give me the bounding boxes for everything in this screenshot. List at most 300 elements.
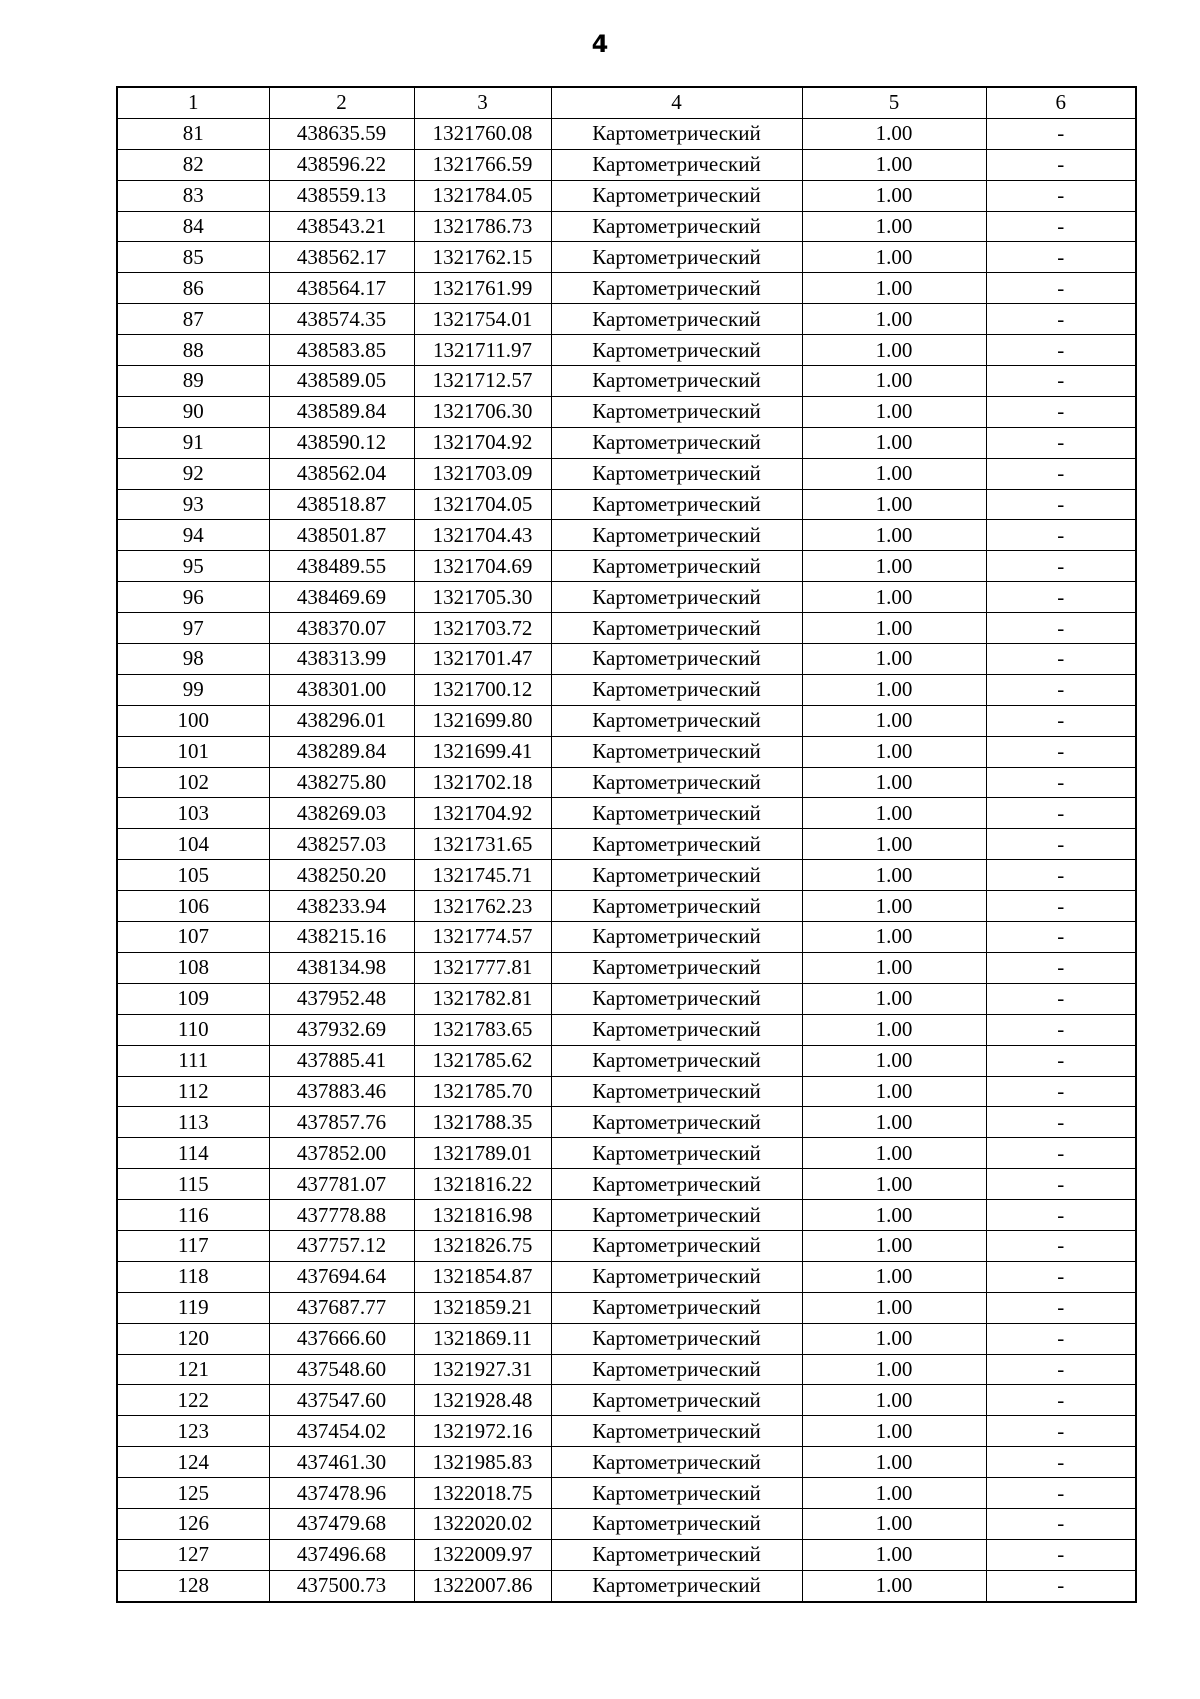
- y-coordinate-cell: 1321704.92: [414, 427, 551, 458]
- table-row: [117, 396, 1136, 427]
- method-cell: Картометрический: [551, 736, 802, 767]
- description-cell: -: [986, 366, 1136, 397]
- table-row: [117, 1138, 1136, 1169]
- method-cell: Картометрический: [551, 1447, 802, 1478]
- description-cell: -: [986, 983, 1136, 1014]
- method-cell: Картометрический: [551, 922, 802, 953]
- table-row: [117, 1508, 1136, 1539]
- x-coordinate-cell: 437496.68: [269, 1539, 414, 1570]
- description-cell: -: [986, 1539, 1136, 1570]
- x-coordinate-cell: 438215.16: [269, 922, 414, 953]
- y-coordinate-cell: 1321786.73: [414, 211, 551, 242]
- y-coordinate-cell: 1321927.31: [414, 1354, 551, 1385]
- description-cell: -: [986, 767, 1136, 798]
- point-number-cell: 88: [117, 335, 269, 366]
- y-coordinate-cell: 1321711.97: [414, 335, 551, 366]
- accuracy-cell: 1.00: [802, 273, 986, 304]
- point-number-cell: 126: [117, 1508, 269, 1539]
- y-coordinate-cell: 1321700.12: [414, 674, 551, 705]
- x-coordinate-cell: 438275.80: [269, 767, 414, 798]
- y-coordinate-cell: 1321702.18: [414, 767, 551, 798]
- x-coordinate-cell: 438289.84: [269, 736, 414, 767]
- x-coordinate-cell: 437694.64: [269, 1261, 414, 1292]
- x-coordinate-cell: 438559.13: [269, 180, 414, 211]
- y-coordinate-cell: 1321703.09: [414, 458, 551, 489]
- accuracy-cell: 1.00: [802, 366, 986, 397]
- table-row: [117, 1570, 1136, 1601]
- point-number-cell: 106: [117, 891, 269, 922]
- description-cell: -: [986, 1478, 1136, 1509]
- method-cell: Картометрический: [551, 1385, 802, 1416]
- description-cell: -: [986, 829, 1136, 860]
- point-number-cell: 104: [117, 829, 269, 860]
- table-row: [117, 489, 1136, 520]
- y-coordinate-cell: 1322018.75: [414, 1478, 551, 1509]
- method-cell: Картометрический: [551, 1200, 802, 1231]
- x-coordinate-cell: 438370.07: [269, 613, 414, 644]
- accuracy-cell: 1.00: [802, 829, 986, 860]
- y-coordinate-cell: 1321704.69: [414, 551, 551, 582]
- accuracy-cell: 1.00: [802, 952, 986, 983]
- x-coordinate-cell: 437454.02: [269, 1416, 414, 1447]
- accuracy-cell: 1.00: [802, 335, 986, 366]
- point-number-cell: 92: [117, 458, 269, 489]
- table-row: [117, 952, 1136, 983]
- description-cell: -: [986, 1014, 1136, 1045]
- y-coordinate-cell: 1321826.75: [414, 1230, 551, 1261]
- point-number-cell: 127: [117, 1539, 269, 1570]
- table-row: [117, 273, 1136, 304]
- y-coordinate-cell: 1321745.71: [414, 860, 551, 891]
- accuracy-cell: 1.00: [802, 582, 986, 613]
- table-row: [117, 1385, 1136, 1416]
- point-number-cell: 98: [117, 644, 269, 675]
- description-cell: -: [986, 1107, 1136, 1138]
- point-number-cell: 125: [117, 1478, 269, 1509]
- point-number-cell: 81: [117, 118, 269, 149]
- point-number-cell: 86: [117, 273, 269, 304]
- y-coordinate-cell: 1321859.21: [414, 1292, 551, 1323]
- accuracy-cell: 1.00: [802, 1230, 986, 1261]
- method-cell: Картометрический: [551, 1076, 802, 1107]
- x-coordinate-cell: 438296.01: [269, 705, 414, 736]
- point-number-cell: 87: [117, 304, 269, 335]
- point-number-cell: 128: [117, 1570, 269, 1601]
- method-cell: Картометрический: [551, 1416, 802, 1447]
- point-number-cell: 97: [117, 613, 269, 644]
- description-cell: -: [986, 489, 1136, 520]
- method-cell: Картометрический: [551, 705, 802, 736]
- table-row: [117, 1200, 1136, 1231]
- method-cell: Картометрический: [551, 798, 802, 829]
- table-row: [117, 1107, 1136, 1138]
- y-coordinate-cell: 1321760.08: [414, 118, 551, 149]
- description-cell: -: [986, 273, 1136, 304]
- x-coordinate-cell: 438301.00: [269, 674, 414, 705]
- y-coordinate-cell: 1321777.81: [414, 952, 551, 983]
- point-number-cell: 119: [117, 1292, 269, 1323]
- x-coordinate-cell: 438518.87: [269, 489, 414, 520]
- description-cell: -: [986, 1447, 1136, 1478]
- description-cell: -: [986, 458, 1136, 489]
- method-cell: Картометрический: [551, 396, 802, 427]
- x-coordinate-cell: 437687.77: [269, 1292, 414, 1323]
- point-number-cell: 91: [117, 427, 269, 458]
- method-cell: Картометрический: [551, 551, 802, 582]
- x-coordinate-cell: 437666.60: [269, 1323, 414, 1354]
- y-coordinate-cell: 1322020.02: [414, 1508, 551, 1539]
- accuracy-cell: 1.00: [802, 1076, 986, 1107]
- accuracy-cell: 1.00: [802, 211, 986, 242]
- column-header: 5: [802, 87, 986, 118]
- y-coordinate-cell: 1321712.57: [414, 366, 551, 397]
- method-cell: Картометрический: [551, 767, 802, 798]
- table-row: [117, 891, 1136, 922]
- accuracy-cell: 1.00: [802, 1354, 986, 1385]
- point-number-cell: 121: [117, 1354, 269, 1385]
- accuracy-cell: 1.00: [802, 118, 986, 149]
- description-cell: -: [986, 1045, 1136, 1076]
- table-header-row: [117, 87, 1136, 118]
- x-coordinate-cell: 438635.59: [269, 118, 414, 149]
- x-coordinate-cell: 438489.55: [269, 551, 414, 582]
- point-number-cell: 120: [117, 1323, 269, 1354]
- table-row: [117, 1014, 1136, 1045]
- method-cell: Картометрический: [551, 1323, 802, 1354]
- description-cell: -: [986, 736, 1136, 767]
- table-row: [117, 1230, 1136, 1261]
- accuracy-cell: 1.00: [802, 1508, 986, 1539]
- y-coordinate-cell: 1321789.01: [414, 1138, 551, 1169]
- point-number-cell: 112: [117, 1076, 269, 1107]
- table-row: [117, 674, 1136, 705]
- point-number-cell: 115: [117, 1169, 269, 1200]
- method-cell: Картометрический: [551, 829, 802, 860]
- description-cell: -: [986, 860, 1136, 891]
- method-cell: Картометрический: [551, 1045, 802, 1076]
- description-cell: -: [986, 952, 1136, 983]
- method-cell: Картометрический: [551, 1261, 802, 1292]
- accuracy-cell: 1.00: [802, 1014, 986, 1045]
- x-coordinate-cell: 437932.69: [269, 1014, 414, 1045]
- table-row: [117, 613, 1136, 644]
- table-row: [117, 983, 1136, 1014]
- accuracy-cell: 1.00: [802, 1261, 986, 1292]
- description-cell: -: [986, 551, 1136, 582]
- x-coordinate-cell: 438250.20: [269, 860, 414, 891]
- x-coordinate-cell: 438589.84: [269, 396, 414, 427]
- method-cell: Картометрический: [551, 1107, 802, 1138]
- method-cell: Картометрический: [551, 1138, 802, 1169]
- x-coordinate-cell: 437478.96: [269, 1478, 414, 1509]
- table-row: [117, 1354, 1136, 1385]
- point-number-cell: 109: [117, 983, 269, 1014]
- x-coordinate-cell: 437461.30: [269, 1447, 414, 1478]
- description-cell: -: [986, 1076, 1136, 1107]
- method-cell: Картометрический: [551, 674, 802, 705]
- accuracy-cell: 1.00: [802, 983, 986, 1014]
- accuracy-cell: 1.00: [802, 520, 986, 551]
- point-number-cell: 99: [117, 674, 269, 705]
- y-coordinate-cell: 1321706.30: [414, 396, 551, 427]
- accuracy-cell: 1.00: [802, 891, 986, 922]
- y-coordinate-cell: 1321783.65: [414, 1014, 551, 1045]
- coordinates-table: [116, 86, 1137, 1603]
- x-coordinate-cell: 438233.94: [269, 891, 414, 922]
- x-coordinate-cell: 438596.22: [269, 149, 414, 180]
- method-cell: Картометрический: [551, 1014, 802, 1045]
- column-header: 6: [986, 87, 1136, 118]
- y-coordinate-cell: 1321928.48: [414, 1385, 551, 1416]
- point-number-cell: 90: [117, 396, 269, 427]
- accuracy-cell: 1.00: [802, 767, 986, 798]
- method-cell: Картометрический: [551, 520, 802, 551]
- x-coordinate-cell: 438583.85: [269, 335, 414, 366]
- y-coordinate-cell: 1321816.98: [414, 1200, 551, 1231]
- x-coordinate-cell: 437547.60: [269, 1385, 414, 1416]
- point-number-cell: 85: [117, 242, 269, 273]
- accuracy-cell: 1.00: [802, 1200, 986, 1231]
- method-cell: Картометрический: [551, 489, 802, 520]
- description-cell: -: [986, 520, 1136, 551]
- description-cell: -: [986, 242, 1136, 273]
- x-coordinate-cell: 437778.88: [269, 1200, 414, 1231]
- point-number-cell: 101: [117, 736, 269, 767]
- y-coordinate-cell: 1321774.57: [414, 922, 551, 953]
- description-cell: -: [986, 1508, 1136, 1539]
- description-cell: -: [986, 1570, 1136, 1601]
- method-cell: Картометрический: [551, 582, 802, 613]
- table-row: [117, 118, 1136, 149]
- method-cell: Картометрический: [551, 304, 802, 335]
- method-cell: Картометрический: [551, 1570, 802, 1601]
- table-row: [117, 242, 1136, 273]
- method-cell: Картометрический: [551, 427, 802, 458]
- accuracy-cell: 1.00: [802, 1169, 986, 1200]
- y-coordinate-cell: 1321788.35: [414, 1107, 551, 1138]
- point-number-cell: 107: [117, 922, 269, 953]
- y-coordinate-cell: 1322009.97: [414, 1539, 551, 1570]
- table-row: [117, 427, 1136, 458]
- method-cell: Картометрический: [551, 366, 802, 397]
- method-cell: Картометрический: [551, 335, 802, 366]
- method-cell: Картометрический: [551, 613, 802, 644]
- x-coordinate-cell: 438562.04: [269, 458, 414, 489]
- y-coordinate-cell: 1321701.47: [414, 644, 551, 675]
- accuracy-cell: 1.00: [802, 458, 986, 489]
- table-row: [117, 1169, 1136, 1200]
- accuracy-cell: 1.00: [802, 242, 986, 273]
- method-cell: Картометрический: [551, 242, 802, 273]
- description-cell: -: [986, 118, 1136, 149]
- accuracy-cell: 1.00: [802, 551, 986, 582]
- accuracy-cell: 1.00: [802, 705, 986, 736]
- point-number-cell: 117: [117, 1230, 269, 1261]
- y-coordinate-cell: 1321785.70: [414, 1076, 551, 1107]
- point-number-cell: 123: [117, 1416, 269, 1447]
- description-cell: -: [986, 1169, 1136, 1200]
- method-cell: Картометрический: [551, 952, 802, 983]
- y-coordinate-cell: 1321782.81: [414, 983, 551, 1014]
- y-coordinate-cell: 1321985.83: [414, 1447, 551, 1478]
- table-row: [117, 1076, 1136, 1107]
- table-row: [117, 705, 1136, 736]
- table-row: [117, 304, 1136, 335]
- accuracy-cell: 1.00: [802, 1138, 986, 1169]
- point-number-cell: 111: [117, 1045, 269, 1076]
- y-coordinate-cell: 1321704.05: [414, 489, 551, 520]
- description-cell: -: [986, 674, 1136, 705]
- table-row: [117, 458, 1136, 489]
- method-cell: Картометрический: [551, 1354, 802, 1385]
- accuracy-cell: 1.00: [802, 1447, 986, 1478]
- accuracy-cell: 1.00: [802, 1323, 986, 1354]
- point-number-cell: 124: [117, 1447, 269, 1478]
- table-row: [117, 180, 1136, 211]
- method-cell: Картометрический: [551, 1539, 802, 1570]
- table-row: [117, 1292, 1136, 1323]
- accuracy-cell: 1.00: [802, 1478, 986, 1509]
- point-number-cell: 116: [117, 1200, 269, 1231]
- accuracy-cell: 1.00: [802, 798, 986, 829]
- column-header: 1: [117, 87, 269, 118]
- accuracy-cell: 1.00: [802, 1539, 986, 1570]
- x-coordinate-cell: 438313.99: [269, 644, 414, 675]
- x-coordinate-cell: 438543.21: [269, 211, 414, 242]
- point-number-cell: 113: [117, 1107, 269, 1138]
- point-number-cell: 108: [117, 952, 269, 983]
- description-cell: -: [986, 1354, 1136, 1385]
- method-cell: Картометрический: [551, 891, 802, 922]
- point-number-cell: 122: [117, 1385, 269, 1416]
- table-row: [117, 1045, 1136, 1076]
- description-cell: -: [986, 922, 1136, 953]
- description-cell: -: [986, 1138, 1136, 1169]
- description-cell: -: [986, 1261, 1136, 1292]
- table-row: [117, 860, 1136, 891]
- x-coordinate-cell: 438469.69: [269, 582, 414, 613]
- method-cell: Картометрический: [551, 1292, 802, 1323]
- y-coordinate-cell: 1321784.05: [414, 180, 551, 211]
- point-number-cell: 83: [117, 180, 269, 211]
- description-cell: -: [986, 613, 1136, 644]
- point-number-cell: 118: [117, 1261, 269, 1292]
- table-row: [117, 520, 1136, 551]
- point-number-cell: 95: [117, 551, 269, 582]
- point-number-cell: 105: [117, 860, 269, 891]
- table-row: [117, 1323, 1136, 1354]
- y-coordinate-cell: 1321699.80: [414, 705, 551, 736]
- accuracy-cell: 1.00: [802, 1416, 986, 1447]
- x-coordinate-cell: 437852.00: [269, 1138, 414, 1169]
- x-coordinate-cell: 438257.03: [269, 829, 414, 860]
- accuracy-cell: 1.00: [802, 1570, 986, 1601]
- description-cell: -: [986, 1416, 1136, 1447]
- accuracy-cell: 1.00: [802, 396, 986, 427]
- description-cell: -: [986, 644, 1136, 675]
- description-cell: -: [986, 582, 1136, 613]
- table-row: [117, 829, 1136, 860]
- accuracy-cell: 1.00: [802, 427, 986, 458]
- method-cell: Картометрический: [551, 860, 802, 891]
- accuracy-cell: 1.00: [802, 1292, 986, 1323]
- method-cell: Картометрический: [551, 458, 802, 489]
- column-header: 4: [551, 87, 802, 118]
- x-coordinate-cell: 438590.12: [269, 427, 414, 458]
- accuracy-cell: 1.00: [802, 1385, 986, 1416]
- column-header: 3: [414, 87, 551, 118]
- y-coordinate-cell: 1321854.87: [414, 1261, 551, 1292]
- method-cell: Картометрический: [551, 149, 802, 180]
- table-row: [117, 1416, 1136, 1447]
- table-row: [117, 582, 1136, 613]
- description-cell: -: [986, 427, 1136, 458]
- x-coordinate-cell: 438564.17: [269, 273, 414, 304]
- description-cell: -: [986, 211, 1136, 242]
- x-coordinate-cell: 437883.46: [269, 1076, 414, 1107]
- point-number-cell: 96: [117, 582, 269, 613]
- y-coordinate-cell: 1321754.01: [414, 304, 551, 335]
- method-cell: Картометрический: [551, 180, 802, 211]
- description-cell: -: [986, 396, 1136, 427]
- accuracy-cell: 1.00: [802, 180, 986, 211]
- x-coordinate-cell: 437885.41: [269, 1045, 414, 1076]
- y-coordinate-cell: 1321704.92: [414, 798, 551, 829]
- method-cell: Картометрический: [551, 118, 802, 149]
- table-row: [117, 1478, 1136, 1509]
- method-cell: Картометрический: [551, 211, 802, 242]
- x-coordinate-cell: 438501.87: [269, 520, 414, 551]
- y-coordinate-cell: 1321761.99: [414, 273, 551, 304]
- x-coordinate-cell: 437548.60: [269, 1354, 414, 1385]
- accuracy-cell: 1.00: [802, 613, 986, 644]
- y-coordinate-cell: 1321816.22: [414, 1169, 551, 1200]
- y-coordinate-cell: 1321869.11: [414, 1323, 551, 1354]
- x-coordinate-cell: 437857.76: [269, 1107, 414, 1138]
- y-coordinate-cell: 1321762.15: [414, 242, 551, 273]
- x-coordinate-cell: 438589.05: [269, 366, 414, 397]
- y-coordinate-cell: 1321972.16: [414, 1416, 551, 1447]
- table-row: [117, 1261, 1136, 1292]
- description-cell: -: [986, 304, 1136, 335]
- table-row: [117, 1539, 1136, 1570]
- x-coordinate-cell: 438574.35: [269, 304, 414, 335]
- table-row: [117, 551, 1136, 582]
- y-coordinate-cell: 1321703.72: [414, 613, 551, 644]
- method-cell: Картометрический: [551, 1169, 802, 1200]
- point-number-cell: 102: [117, 767, 269, 798]
- x-coordinate-cell: 437952.48: [269, 983, 414, 1014]
- method-cell: Картометрический: [551, 983, 802, 1014]
- table-row: [117, 798, 1136, 829]
- table-row: [117, 1447, 1136, 1478]
- y-coordinate-cell: 1321785.62: [414, 1045, 551, 1076]
- accuracy-cell: 1.00: [802, 922, 986, 953]
- table-body: [117, 118, 1136, 1601]
- accuracy-cell: 1.00: [802, 860, 986, 891]
- page-number: 4: [591, 30, 609, 58]
- x-coordinate-cell: 437757.12: [269, 1230, 414, 1261]
- point-number-cell: 94: [117, 520, 269, 551]
- table-row: [117, 644, 1136, 675]
- y-coordinate-cell: 1321705.30: [414, 582, 551, 613]
- description-cell: -: [986, 1385, 1136, 1416]
- point-number-cell: 82: [117, 149, 269, 180]
- y-coordinate-cell: 1321766.59: [414, 149, 551, 180]
- description-cell: -: [986, 705, 1136, 736]
- y-coordinate-cell: 1321762.23: [414, 891, 551, 922]
- y-coordinate-cell: 1322007.86: [414, 1570, 551, 1601]
